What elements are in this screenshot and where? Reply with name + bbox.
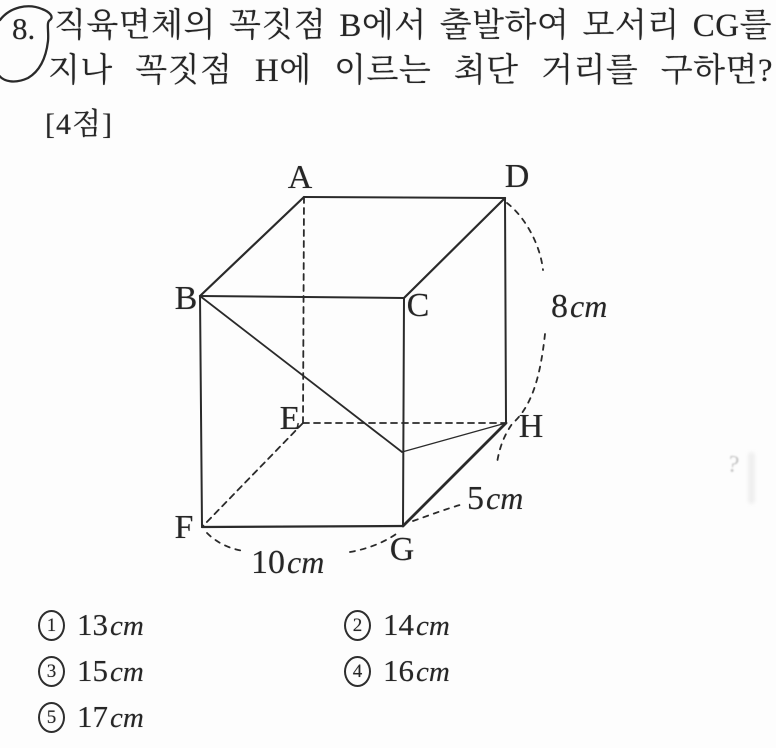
edge-AB [200, 197, 304, 296]
choice-1-circled-number: 1 [38, 610, 65, 641]
choice-4-text [383, 655, 450, 687]
choice-5 [38, 699, 144, 735]
dimension-10-unit: cm [287, 544, 325, 580]
dimension-10-value: 10 [251, 544, 285, 581]
question-number: 8. [12, 11, 36, 46]
choice-5-value: 17 [77, 699, 108, 734]
choice-2 [344, 607, 450, 643]
vertex-label-F: F [174, 509, 194, 546]
question-text-line1: 직육면체의 꼭짓점 B에서 출발하여 모서리 CG를 [54, 8, 772, 44]
choice-1-unit: cm [110, 610, 144, 642]
dimension-label-8cm [551, 290, 607, 324]
scan-smudge-mark: ? [726, 451, 741, 479]
choice-5-unit: cm [110, 702, 144, 734]
vertex-label-H: H [518, 408, 544, 445]
choice-2-value: 14 [383, 607, 414, 642]
choice-5-text [77, 701, 144, 733]
edge-CG [403, 298, 404, 526]
edge-DH [505, 198, 506, 423]
vertex-label-G: G [389, 531, 415, 568]
choice-4-value: 16 [383, 653, 414, 688]
edge-FG [202, 526, 403, 527]
choice-4-unit: cm [416, 656, 450, 688]
dimension-label-10cm [251, 546, 324, 580]
vertex-label-A: A [287, 159, 313, 196]
dimension-8-unit: cm [570, 288, 608, 324]
vertex-label-E: E [279, 400, 301, 437]
choice-4 [344, 653, 450, 689]
scan-smear-artifact [748, 452, 755, 504]
choice-2-circled-number: 2 [344, 610, 371, 641]
choice-5-circled-number: 5 [38, 702, 65, 733]
edge-EF-dashed [202, 423, 303, 527]
choice-3-circled-number: 3 [38, 656, 65, 687]
choice-4-circled-number: 4 [344, 656, 371, 687]
choice-3-value: 15 [77, 653, 108, 688]
vertex-label-B: B [174, 280, 198, 317]
edge-BC [200, 296, 404, 298]
edge-CD [404, 198, 505, 298]
dimension-8-value: 8 [551, 288, 568, 325]
choice-3 [38, 653, 144, 689]
choice-1 [38, 607, 144, 643]
edge-AE-dashed [303, 197, 304, 423]
dimension-5-value: 5 [467, 480, 484, 517]
edge-AD [304, 197, 505, 198]
question-points-tag: [4점] [45, 108, 113, 141]
edge-BF [200, 296, 202, 527]
vertex-label-D: D [504, 158, 530, 195]
dimension-label-5cm [467, 482, 523, 516]
path-P-to-H [402, 423, 506, 452]
choice-1-text [77, 609, 144, 641]
choice-2-text [383, 609, 450, 641]
choice-3-unit: cm [110, 656, 144, 688]
choice-2-unit: cm [416, 610, 450, 642]
path-B-to-P [200, 296, 402, 452]
choice-1-value: 13 [77, 607, 108, 642]
dim-arc-GH-5cm [413, 505, 460, 521]
question-text-line2: 지나 꼭짓점 H에 이르는 최단 거리를 구하면? [48, 53, 773, 89]
choice-3-text [77, 655, 144, 687]
vertex-label-C: C [406, 287, 430, 324]
dimension-5-unit: cm [486, 480, 524, 516]
